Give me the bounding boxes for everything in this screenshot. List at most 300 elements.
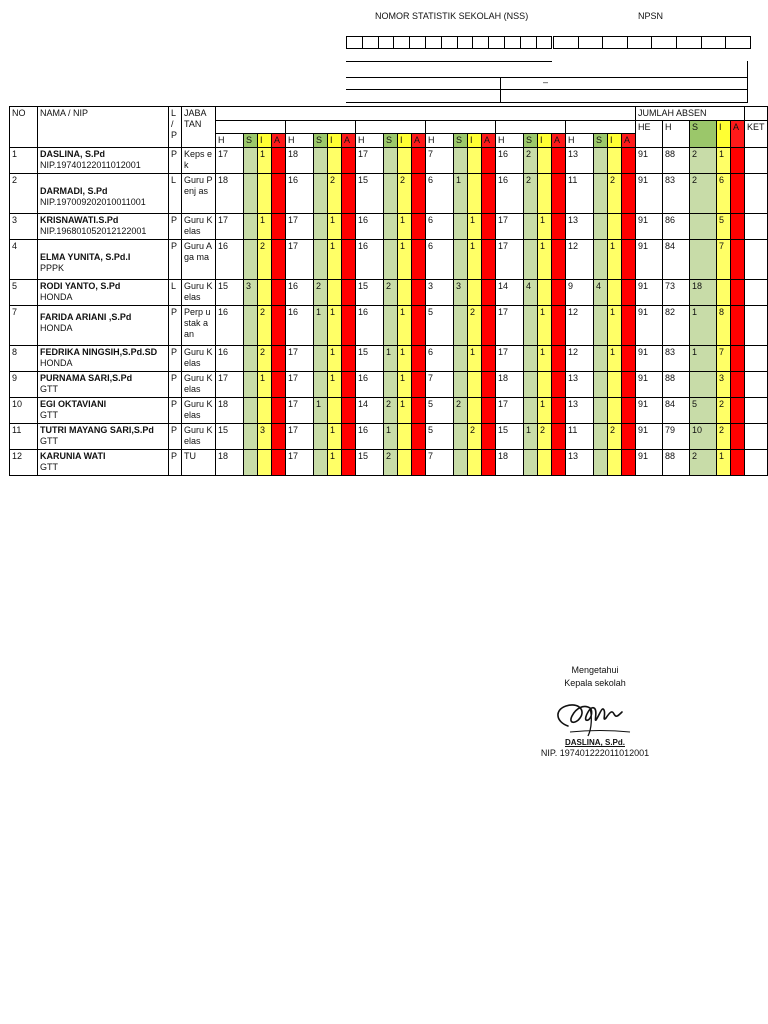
attendance-cell-h: 6 <box>426 214 454 240</box>
attendance-cell-h: 18 <box>216 398 244 424</box>
attendance-cell-i <box>608 372 622 398</box>
attendance-cell-s <box>384 372 398 398</box>
total-cell-s: 2 <box>690 174 717 214</box>
attendance-cell-s <box>454 450 468 476</box>
attendance-cell-a <box>552 346 566 372</box>
row-jabatan: Guru Kelas <box>182 424 216 450</box>
attendance-cell-a <box>342 148 356 174</box>
month-block-header <box>286 121 356 134</box>
row-gender: P <box>169 148 182 174</box>
month-block-header <box>356 121 426 134</box>
employee-nip: GTT <box>40 462 58 472</box>
total-cell-i: 7 <box>717 240 731 280</box>
total-cell-i: 6 <box>717 174 731 214</box>
total-cell-s: 10 <box>690 424 717 450</box>
row-name-nip <box>38 372 169 398</box>
row-jabatan: Guru Penj as <box>182 174 216 214</box>
row-jabatan: TU <box>182 450 216 476</box>
employee-name: TUTRI MAYANG SARI,S.Pd <box>40 425 154 435</box>
attendance-cell-h: 16 <box>286 306 314 346</box>
month-subheader-a: A <box>482 134 496 148</box>
period-bottom-line <box>346 102 747 103</box>
attendance-cell-i <box>258 398 272 424</box>
attendance-cell-s <box>314 214 328 240</box>
attendance-cell-h: 16 <box>356 306 384 346</box>
total-cell-he: 91 <box>636 214 663 240</box>
row-jabatan: Guru Kelas <box>182 214 216 240</box>
attendance-cell-a <box>482 148 496 174</box>
attendance-cell-i <box>328 148 342 174</box>
row-no: 1 <box>10 148 38 174</box>
attendance-cell-h: 16 <box>356 214 384 240</box>
total-cell-he: 91 <box>636 450 663 476</box>
month-subheader-h: H <box>216 134 244 148</box>
attendance-cell-h: 16 <box>356 424 384 450</box>
attendance-cell-i: 1 <box>258 372 272 398</box>
attendance-cell-s <box>454 148 468 174</box>
table-row <box>10 148 768 174</box>
row-name-nip <box>38 148 169 174</box>
header-name: NAMA / NIP <box>38 107 169 148</box>
employee-name: FARIDA ARIANI ,S.Pd <box>40 312 132 322</box>
attendance-cell-s <box>314 174 328 214</box>
total-cell-he: 91 <box>636 424 663 450</box>
attendance-cell-a <box>272 398 286 424</box>
attendance-cell-s <box>244 148 258 174</box>
attendance-cell-a <box>622 306 636 346</box>
total-cell-h: 82 <box>663 306 690 346</box>
total-cell-a <box>731 372 745 398</box>
attendance-cell-a <box>552 148 566 174</box>
attendance-cell-s <box>384 240 398 280</box>
row-gender: L <box>169 280 182 306</box>
attendance-cell-h: 16 <box>216 306 244 346</box>
attendance-cell-a <box>272 450 286 476</box>
total-cell-s: 5 <box>690 398 717 424</box>
attendance-cell-a <box>272 346 286 372</box>
signature-block <box>520 664 670 758</box>
attendance-cell-s <box>244 174 258 214</box>
attendance-cell-a <box>482 280 496 306</box>
attendance-cell-s <box>524 372 538 398</box>
attendance-cell-a <box>272 240 286 280</box>
attendance-cell-i: 1 <box>538 240 552 280</box>
total-cell-a <box>731 346 745 372</box>
attendance-cell-h: 16 <box>496 174 524 214</box>
attendance-cell-a <box>482 240 496 280</box>
total-cell-i <box>717 280 731 306</box>
acknowledgment-label: Mengetahui <box>571 665 619 675</box>
attendance-cell-i <box>538 372 552 398</box>
attendance-cell-i: 1 <box>608 240 622 280</box>
total-subheader-h: H <box>663 121 690 148</box>
employee-name: EGI OKTAVIANI <box>40 399 107 409</box>
month-block-header <box>216 121 286 134</box>
attendance-cell-i: 1 <box>538 346 552 372</box>
attendance-cell-s <box>244 372 258 398</box>
attendance-cell-a <box>342 240 356 280</box>
month-subheader-h: H <box>356 134 384 148</box>
attendance-cell-i <box>538 174 552 214</box>
attendance-cell-a <box>622 372 636 398</box>
ket-cell <box>745 240 768 280</box>
row-gender: P <box>169 372 182 398</box>
attendance-cell-s <box>454 240 468 280</box>
attendance-cell-s <box>594 424 608 450</box>
attendance-cell-a <box>482 398 496 424</box>
attendance-cell-a <box>482 306 496 346</box>
attendance-cell-s <box>244 214 258 240</box>
row-jabatan: Keps ek <box>182 148 216 174</box>
month-subheader-s: S <box>524 134 538 148</box>
principal-name: DASLINA, S.Pd. <box>564 738 625 747</box>
attendance-cell-h: 17 <box>356 148 384 174</box>
attendance-cell-i: 2 <box>608 174 622 214</box>
npsn-label: NPSN <box>638 11 664 21</box>
employee-nip: NIP.197009202010011001 <box>40 197 146 207</box>
attendance-cell-h: 18 <box>216 450 244 476</box>
month-subheader-a: A <box>622 134 636 148</box>
attendance-cell-s: 2 <box>384 280 398 306</box>
row-no: 7 <box>10 306 38 346</box>
month-subheader-s: S <box>244 134 258 148</box>
row-name-nip <box>38 346 169 372</box>
attendance-cell-a <box>622 280 636 306</box>
attendance-cell-h: 17 <box>286 398 314 424</box>
period-line <box>346 89 747 90</box>
attendance-cell-h: 17 <box>496 346 524 372</box>
attendance-cell-a <box>622 214 636 240</box>
total-cell-h: 88 <box>663 372 690 398</box>
attendance-cell-h: 7 <box>426 372 454 398</box>
header-ket-top <box>745 107 768 121</box>
attendance-cell-i: 1 <box>538 214 552 240</box>
employee-nip: NIP.196801052012122001 <box>40 226 147 236</box>
attendance-cell-i: 2 <box>258 240 272 280</box>
attendance-cell-h: 6 <box>426 240 454 280</box>
attendance-cell-s: 4 <box>594 280 608 306</box>
attendance-cell-i <box>258 280 272 306</box>
attendance-cell-i: 1 <box>328 450 342 476</box>
employee-nip: NIP.19740122011012001 <box>40 160 141 170</box>
attendance-cell-a <box>272 372 286 398</box>
attendance-cell-i: 1 <box>468 214 482 240</box>
attendance-cell-s <box>454 424 468 450</box>
attendance-cell-s <box>244 450 258 476</box>
attendance-cell-i <box>468 148 482 174</box>
month-subheader-i: I <box>328 134 342 148</box>
attendance-cell-a <box>622 240 636 280</box>
attendance-cell-h: 7 <box>426 148 454 174</box>
attendance-cell-s: 2 <box>314 280 328 306</box>
total-cell-h: 88 <box>663 450 690 476</box>
table-row <box>10 398 768 424</box>
attendance-cell-i: 1 <box>328 240 342 280</box>
attendance-cell-s: 2 <box>384 398 398 424</box>
month-subheader-h: H <box>286 134 314 148</box>
attendance-cell-a <box>342 450 356 476</box>
npsn-number-boxes <box>553 36 751 49</box>
total-cell-s: 18 <box>690 280 717 306</box>
attendance-cell-a <box>622 450 636 476</box>
attendance-cell-a <box>552 240 566 280</box>
employee-name: DARMADI, S.Pd <box>40 186 108 196</box>
month-subheader-a: A <box>342 134 356 148</box>
row-jabatan: Guru Kelas <box>182 346 216 372</box>
attendance-cell-a <box>622 398 636 424</box>
attendance-cell-s <box>594 214 608 240</box>
attendance-cell-h: 7 <box>426 450 454 476</box>
attendance-cell-s <box>314 372 328 398</box>
attendance-cell-h: 15 <box>216 424 244 450</box>
row-gender: L <box>169 174 182 214</box>
total-cell-i: 1 <box>717 148 731 174</box>
attendance-cell-a <box>622 346 636 372</box>
row-gender: P <box>169 306 182 346</box>
attendance-cell-i <box>608 214 622 240</box>
attendance-cell-h: 12 <box>566 240 594 280</box>
row-gender: P <box>169 346 182 372</box>
row-name-nip <box>38 174 169 214</box>
attendance-cell-i: 2 <box>468 306 482 346</box>
attendance-cell-h: 18 <box>216 174 244 214</box>
attendance-cell-s: 1 <box>314 306 328 346</box>
attendance-cell-a <box>412 214 426 240</box>
total-cell-a <box>731 398 745 424</box>
attendance-cell-i: 3 <box>258 424 272 450</box>
ket-cell <box>745 372 768 398</box>
attendance-cell-a <box>412 372 426 398</box>
attendance-cell-a <box>272 148 286 174</box>
total-cell-i: 2 <box>717 398 731 424</box>
attendance-cell-s: 1 <box>314 398 328 424</box>
attendance-cell-i: 2 <box>328 174 342 214</box>
employee-name: DASLINA, S.Pd <box>40 149 106 159</box>
total-cell-h: 84 <box>663 398 690 424</box>
row-no: 12 <box>10 450 38 476</box>
month-subheader-s: S <box>384 134 398 148</box>
attendance-cell-i <box>398 450 412 476</box>
attendance-cell-s: 3 <box>244 280 258 306</box>
ket-cell <box>745 306 768 346</box>
month-title-blank <box>216 107 636 121</box>
attendance-cell-a <box>552 174 566 214</box>
attendance-cell-h: 17 <box>496 240 524 280</box>
nss-label: NOMOR STATISTIK SEKOLAH (NSS) <box>375 11 529 21</box>
row-jabatan: Guru Kelas <box>182 372 216 398</box>
attendance-cell-i <box>608 398 622 424</box>
month-subheader-a: A <box>552 134 566 148</box>
attendance-cell-h: 15 <box>356 450 384 476</box>
attendance-cell-i: 1 <box>398 214 412 240</box>
month-block-header <box>566 121 636 134</box>
attendance-cell-h: 17 <box>216 214 244 240</box>
row-gender: P <box>169 240 182 280</box>
attendance-cell-h: 11 <box>566 174 594 214</box>
attendance-cell-a <box>342 372 356 398</box>
attendance-cell-h: 15 <box>216 280 244 306</box>
attendance-cell-i: 1 <box>328 214 342 240</box>
attendance-cell-a <box>622 148 636 174</box>
total-cell-i: 3 <box>717 372 731 398</box>
attendance-cell-h: 16 <box>286 174 314 214</box>
total-cell-a <box>731 214 745 240</box>
total-cell-s: 1 <box>690 306 717 346</box>
attendance-cell-s: 1 <box>454 174 468 214</box>
month-subheader-a: A <box>412 134 426 148</box>
attendance-cell-i <box>328 398 342 424</box>
attendance-cell-i: 1 <box>398 346 412 372</box>
attendance-cell-s: 1 <box>384 346 398 372</box>
ket-cell <box>745 398 768 424</box>
total-cell-he: 91 <box>636 280 663 306</box>
school-name-line <box>346 61 552 62</box>
attendance-cell-h: 13 <box>566 372 594 398</box>
attendance-cell-a <box>482 174 496 214</box>
attendance-cell-i <box>538 450 552 476</box>
attendance-cell-i: 1 <box>258 148 272 174</box>
attendance-cell-s <box>454 372 468 398</box>
header-jabatan: JABA TAN <box>182 107 216 148</box>
row-name-nip <box>38 214 169 240</box>
attendance-cell-h: 16 <box>356 372 384 398</box>
attendance-cell-a <box>412 424 426 450</box>
total-cell-a <box>731 148 745 174</box>
month-subheader-i: I <box>398 134 412 148</box>
attendance-cell-a <box>342 174 356 214</box>
attendance-cell-a <box>622 424 636 450</box>
employee-nip: GTT <box>40 436 58 446</box>
attendance-cell-h: 3 <box>426 280 454 306</box>
attendance-cell-i: 1 <box>328 346 342 372</box>
attendance-cell-s: 2 <box>524 148 538 174</box>
attendance-cell-a <box>552 280 566 306</box>
attendance-cell-i <box>398 148 412 174</box>
attendance-cell-h: 13 <box>566 450 594 476</box>
attendance-cell-h: 14 <box>356 398 384 424</box>
total-cell-h: 83 <box>663 346 690 372</box>
row-no: 2 <box>10 174 38 214</box>
attendance-cell-i: 1 <box>398 306 412 346</box>
attendance-cell-i <box>468 450 482 476</box>
principal-nip: NIP. 197401222011012001 <box>540 748 650 758</box>
attendance-cell-h: 17 <box>286 214 314 240</box>
attendance-cell-a <box>342 424 356 450</box>
month-subheader-i: I <box>608 134 622 148</box>
attendance-cell-a <box>412 240 426 280</box>
employee-name: KARUNIA WATI <box>40 451 106 461</box>
attendance-cell-i <box>398 424 412 450</box>
attendance-cell-s <box>594 306 608 346</box>
month-subheader-i: I <box>538 134 552 148</box>
attendance-cell-s <box>524 214 538 240</box>
row-name-nip <box>38 398 169 424</box>
row-name-nip <box>38 450 169 476</box>
attendance-cell-i: 1 <box>468 240 482 280</box>
attendance-cell-i <box>468 174 482 214</box>
attendance-cell-s: 3 <box>454 280 468 306</box>
attendance-cell-h: 16 <box>356 240 384 280</box>
attendance-cell-h: 15 <box>496 424 524 450</box>
period-divider <box>500 77 501 102</box>
total-cell-h: 86 <box>663 214 690 240</box>
attendance-cell-a <box>482 214 496 240</box>
attendance-cell-i: 1 <box>328 306 342 346</box>
attendance-cell-h: 17 <box>216 148 244 174</box>
attendance-cell-s: 2 <box>454 398 468 424</box>
attendance-cell-a <box>412 398 426 424</box>
attendance-cell-s <box>384 148 398 174</box>
total-cell-i: 8 <box>717 306 731 346</box>
attendance-cell-h: 5 <box>426 306 454 346</box>
attendance-cell-i: 1 <box>538 306 552 346</box>
attendance-cell-s <box>594 346 608 372</box>
attendance-cell-h: 9 <box>566 280 594 306</box>
total-cell-h: 83 <box>663 174 690 214</box>
attendance-cell-a <box>342 346 356 372</box>
total-cell-s: 1 <box>690 346 717 372</box>
row-name-nip <box>38 280 169 306</box>
attendance-cell-a <box>412 174 426 214</box>
month-subheader-s: S <box>314 134 328 148</box>
attendance-cell-a <box>412 306 426 346</box>
employee-nip: HONDA <box>40 358 73 368</box>
ket-cell <box>745 424 768 450</box>
attendance-cell-s <box>594 174 608 214</box>
attendance-cell-a <box>342 280 356 306</box>
row-no: 10 <box>10 398 38 424</box>
attendance-cell-i <box>468 280 482 306</box>
employee-nip: GTT <box>40 410 58 420</box>
attendance-cell-i: 2 <box>608 424 622 450</box>
attendance-cell-i <box>538 148 552 174</box>
attendance-cell-s <box>454 306 468 346</box>
attendance-cell-h: 12 <box>566 306 594 346</box>
ket-cell <box>745 148 768 174</box>
attendance-cell-s <box>384 214 398 240</box>
total-cell-h: 84 <box>663 240 690 280</box>
attendance-cell-h: 18 <box>496 450 524 476</box>
attendance-cell-h: 16 <box>286 280 314 306</box>
total-subheader-i: I <box>717 121 731 148</box>
total-cell-a <box>731 306 745 346</box>
total-cell-i: 7 <box>717 346 731 372</box>
ket-cell <box>745 450 768 476</box>
total-cell-i: 1 <box>717 450 731 476</box>
table-row <box>10 372 768 398</box>
total-cell-s <box>690 372 717 398</box>
attendance-cell-i <box>468 398 482 424</box>
attendance-cell-a <box>272 306 286 346</box>
row-no: 4 <box>10 240 38 280</box>
attendance-cell-s: 4 <box>524 280 538 306</box>
header-no: NO <box>10 107 38 148</box>
row-no: 3 <box>10 214 38 240</box>
attendance-cell-a <box>412 346 426 372</box>
total-cell-a <box>731 450 745 476</box>
total-cell-a <box>731 280 745 306</box>
attendance-cell-a <box>552 424 566 450</box>
total-cell-i: 5 <box>717 214 731 240</box>
month-subheader-h: H <box>566 134 594 148</box>
row-name-nip <box>38 306 169 346</box>
table-row <box>10 346 768 372</box>
attendance-cell-h: 6 <box>426 346 454 372</box>
attendance-cell-i <box>468 372 482 398</box>
employee-name: PURNAMA SARI,S.Pd <box>40 373 133 383</box>
row-no: 5 <box>10 280 38 306</box>
attendance-table <box>9 106 768 476</box>
